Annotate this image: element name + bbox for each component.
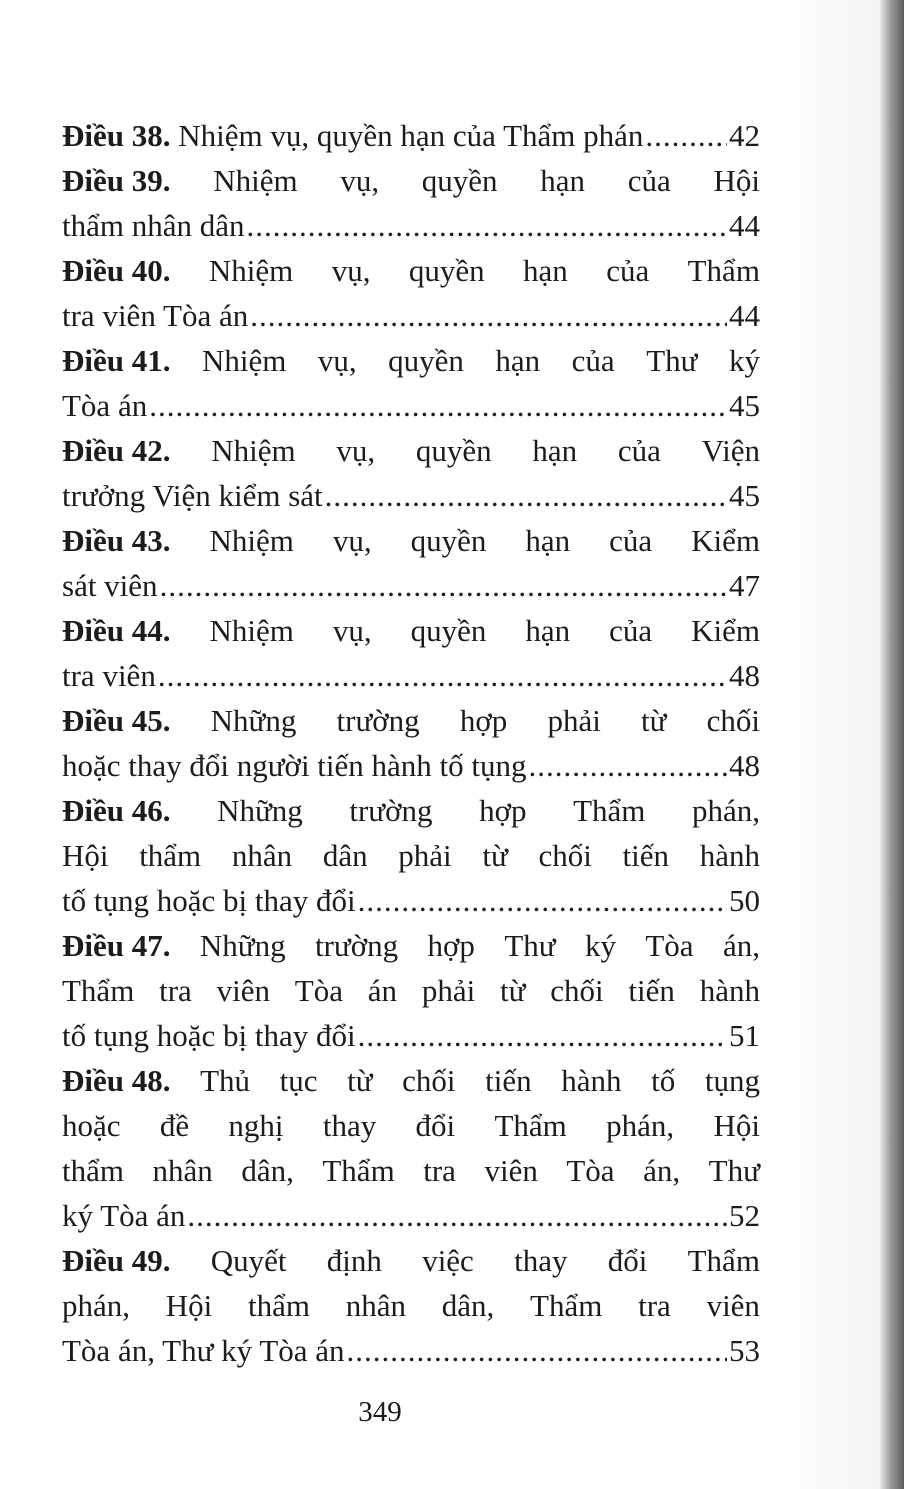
entry-title-text: dân, [441,1288,495,1323]
toc-entry-line [62,158,760,203]
article-label: Điều 49. [62,1243,171,1278]
toc-entry-line [62,653,760,698]
entry-title-text: quyền [410,613,487,648]
toc-entry-line [62,383,760,428]
toc-page-number: 42 [729,118,760,153]
entry-title-text: đề [159,1108,190,1143]
toc-entry-line [62,1238,760,1283]
toc-entry-line [62,923,760,968]
article-label: Điều 46. [62,793,171,828]
toc-entry-line [62,608,760,653]
entry-title-text: phán, [62,1288,131,1323]
entry-title-text: Thẩm [687,1243,760,1278]
entry-title-text: phải [421,973,476,1008]
leader-dots [358,1013,727,1058]
entry-title-text: nghị [228,1108,284,1143]
entry-title-text: hạn [532,433,578,468]
toc-page-number: 51 [729,1018,760,1053]
toc-entry [62,788,760,923]
toc-entry [62,698,760,788]
leader-dots [187,1193,727,1238]
entry-title-text: đổi [607,1243,648,1278]
leader-dots [250,293,727,338]
toc-entry [62,428,760,518]
entry-title-text: dân, [241,1153,294,1188]
toc-page-number: 44 [729,208,760,243]
leader-dots [325,473,727,518]
entry-title-text: phán, [691,793,760,828]
entry-title-text: Tòa án [62,388,148,423]
entry-title-text: Tòa án, Thư ký Tòa án [62,1333,345,1368]
entry-title-text: của [617,433,661,468]
toc-entry-line [62,743,760,788]
entry-title-text: quyền [408,253,485,288]
entry-title-text: Những [210,703,297,738]
entry-title-text: tra viên [62,658,156,693]
entry-title-text: của [609,523,653,558]
entry-title-text: từ [347,1063,373,1098]
entry-title-text: của [627,163,671,198]
entry-title-text: phán, [606,1108,675,1143]
entry-title-text: Viện [701,433,760,468]
toc-entry-line [62,473,760,518]
entry-title-text: tra [423,1153,456,1188]
entry-title-text: hành [699,973,760,1008]
entry-title-text: Hội [62,838,109,873]
leader-dots [158,653,727,698]
entry-title-text: ký Tòa án [62,1198,186,1233]
leader-dots [358,878,727,923]
entry-title-text: Những [199,928,286,963]
entry-title-text: chối [550,973,604,1008]
entry-title-text: tụng [704,1063,760,1098]
entry-title-text: trường [336,703,420,738]
toc-entry [62,113,760,158]
toc-entry-line [62,698,760,743]
entry-title-text: thẩm [139,838,202,873]
entry-title-text: hạn [525,613,571,648]
article-label: Điều 42. [62,433,171,468]
entry-title-text: sát viên [62,568,158,603]
entry-title-text: việc [422,1243,474,1278]
entry-title-text: Nhiệm [209,523,294,558]
entry-title-text: tiến [485,1063,532,1098]
entry-title-text: Thư [646,343,698,378]
toc-entry-line [62,878,760,923]
entry-title-text: Nhiệm vụ, quyền hạn của Thẩm phán [178,118,644,153]
entry-title-text: thẩm [62,1153,124,1188]
entry-title-text: thẩm [248,1288,311,1323]
table-of-contents [62,113,760,1373]
toc-entry-line [62,293,760,338]
entry-title-text: từ [482,838,508,873]
toc-entry [62,1058,760,1238]
entry-title-text: phải [398,838,452,873]
entry-title-text: Nhiệm [209,613,294,648]
toc-entry-line [62,428,760,473]
article-label: Điều 40. [62,253,171,288]
toc-entry-line [62,203,760,248]
entry-title-text: viên [484,1153,538,1188]
entry-title-text: Thẩm [494,1108,567,1143]
toc-page-number: 50 [729,883,760,918]
toc-page-number: 47 [729,568,760,603]
entry-title-text: nhân [345,1288,407,1323]
entry-title-text: thay [322,1108,377,1143]
toc-page-number: 48 [729,748,760,783]
entry-title-text: Hội [165,1288,213,1323]
toc-entry-line [62,1193,760,1238]
entry-title-text: Thủ [200,1063,251,1098]
entry-title-text: ký [728,343,760,378]
entry-title-text: viên [216,973,270,1008]
entry-title-text: Kiểm [691,613,760,648]
toc-entry-line [62,518,760,563]
entry-title-text: định [326,1243,382,1278]
entry-title-text: của [606,253,650,288]
entry-title-text: quyền [415,433,492,468]
entry-title-text: Nhiệm [202,343,287,378]
entry-title-text: hạn [540,163,586,198]
entry-title-text: Thẩm [573,793,646,828]
entry-title-text: trường [349,793,433,828]
entry-title-text: tra [638,1288,671,1323]
leader-dots [347,1328,727,1373]
leader-dots [160,563,727,608]
entry-title-text: Thẩm [62,973,135,1008]
entry-title-text: hợp [427,928,475,963]
entry-title-text: hợp [459,703,508,738]
toc-entry [62,338,760,428]
toc-entry-line [62,1103,760,1148]
toc-entry-line [62,113,760,158]
entry-title-text: Hội [713,163,760,198]
article-label: Điều 45. [62,703,171,738]
entry-title-text: tra [159,973,192,1008]
toc-entry-line [62,968,760,1013]
entry-title-text: của [609,613,653,648]
article-label: Điều 38. [62,118,171,153]
article-label: Điều 43. [62,523,171,558]
toc-entry [62,248,760,338]
toc-entry-line [62,563,760,608]
entry-title-text: Tòa [566,1153,615,1188]
toc-entry-line [62,248,760,293]
entry-title-text: trường [314,928,399,963]
article-label: Điều 41. [62,343,171,378]
toc-page-number: 53 [729,1333,760,1368]
entry-title-text: tiến [622,838,670,873]
entry-title-text: Thư [504,928,556,963]
article-label: Điều 48. [62,1063,171,1098]
entry-title-text: nhân [231,838,293,873]
toc-entry-line [62,788,760,833]
entry-title-text: tiến [628,973,675,1008]
entry-title-text: tra viên Tòa án [62,298,249,333]
toc-page-number: 48 [729,658,760,693]
entry-title-text: từ [500,973,526,1008]
entry-title-text: từ [640,703,667,738]
article-label: Điều 47. [62,928,171,963]
entry-title-text: quyền [410,523,487,558]
toc-page-number: 45 [729,388,760,423]
entry-title-text: phải [547,703,601,738]
toc-entry-line [62,1148,760,1193]
entry-title-text: vụ, [336,433,376,468]
toc-entry [62,1238,760,1373]
toc-entry-line [62,1328,760,1373]
entry-title-text: của [571,343,615,378]
entry-title-text: Thẩm [322,1153,395,1188]
entry-title-text: Quyết [210,1243,287,1278]
entry-title-text: Thẩm [687,253,760,288]
entry-title-text: dân [322,838,368,873]
entry-title-text: quyền [388,343,464,378]
entry-title-text: hành [699,838,760,873]
toc-page-number: 45 [729,478,760,513]
article-label: Điều 44. [62,613,171,648]
leader-dots [645,113,727,158]
entry-title-text: chối [706,703,760,738]
entry-title-text: án, [722,928,760,963]
entry-title-text: tục [279,1063,318,1098]
entry-title-text: Hội [713,1108,760,1143]
entry-title-text: quyền [421,163,498,198]
entry-title-text: vụ, [332,613,372,648]
entry-title-text: hạn [495,343,541,378]
entry-title-text: ký [584,928,616,963]
entry-title-text: hạn [523,253,568,288]
entry-title-text: Kiểm [691,523,760,558]
entry-title-text: vụ, [331,253,371,288]
toc-entry [62,518,760,608]
entry-title-text: án [367,973,398,1008]
entry-title-text: vụ, [340,163,380,198]
toc-entry-line [62,1058,760,1103]
entry-title-text: đổi [415,1108,456,1143]
entry-title-text: chối [402,1063,456,1098]
toc-page-number: 44 [729,298,760,333]
entry-title-text: chối [538,838,592,873]
entry-title-text: tố tụng hoặc bị thay đổi [62,1018,356,1053]
entry-title-text: Nhiệm [211,433,296,468]
entry-title-text: vụ, [332,523,372,558]
entry-title-text: án, [643,1153,681,1188]
toc-entry-line [62,833,760,878]
article-label: Điều 39. [62,163,171,198]
entry-title-text: Tòa [645,928,694,963]
entry-title-text: Nhiệm [213,163,298,198]
leader-dots [247,203,727,248]
toc-entry-line [62,1013,760,1058]
entry-title-text: hạn [525,523,571,558]
toc-entry [62,923,760,1058]
toc-entry [62,608,760,698]
entry-title-text: Những [217,793,303,828]
entry-title-text: trưởng Viện kiểm sát [62,478,323,513]
entry-title-text: vụ, [317,343,357,378]
book-spine-edge [880,0,904,1489]
toc-page-number: 52 [729,1198,760,1233]
entry-title-text: viên [706,1288,760,1323]
entry-title-text: Thẩm [530,1288,603,1323]
toc-entry-line [62,338,760,383]
entry-title-text: Tòa [294,973,343,1008]
entry-title-text: hành [561,1063,622,1098]
entry-title-text: hoặc [62,1108,121,1143]
entry-title-text: hoặc thay đổi người tiến hành tố tụng [62,748,527,783]
entry-title-text: thẩm nhân dân [62,208,245,243]
entry-title-text: tố tụng hoặc bị thay đổi [62,883,356,918]
entry-title-text: thay [514,1243,568,1278]
toc-entry-line [62,1283,760,1328]
entry-title-text: Thư [708,1153,760,1188]
page-number: 349 [358,1396,402,1428]
leader-dots [529,743,727,788]
entry-title-text: hợp [479,793,527,828]
entry-title-text: tố [651,1063,676,1098]
entry-title-text: Nhiệm [208,253,294,288]
entry-title-text: nhân [152,1153,213,1188]
toc-entry [62,158,760,248]
leader-dots [149,383,727,428]
